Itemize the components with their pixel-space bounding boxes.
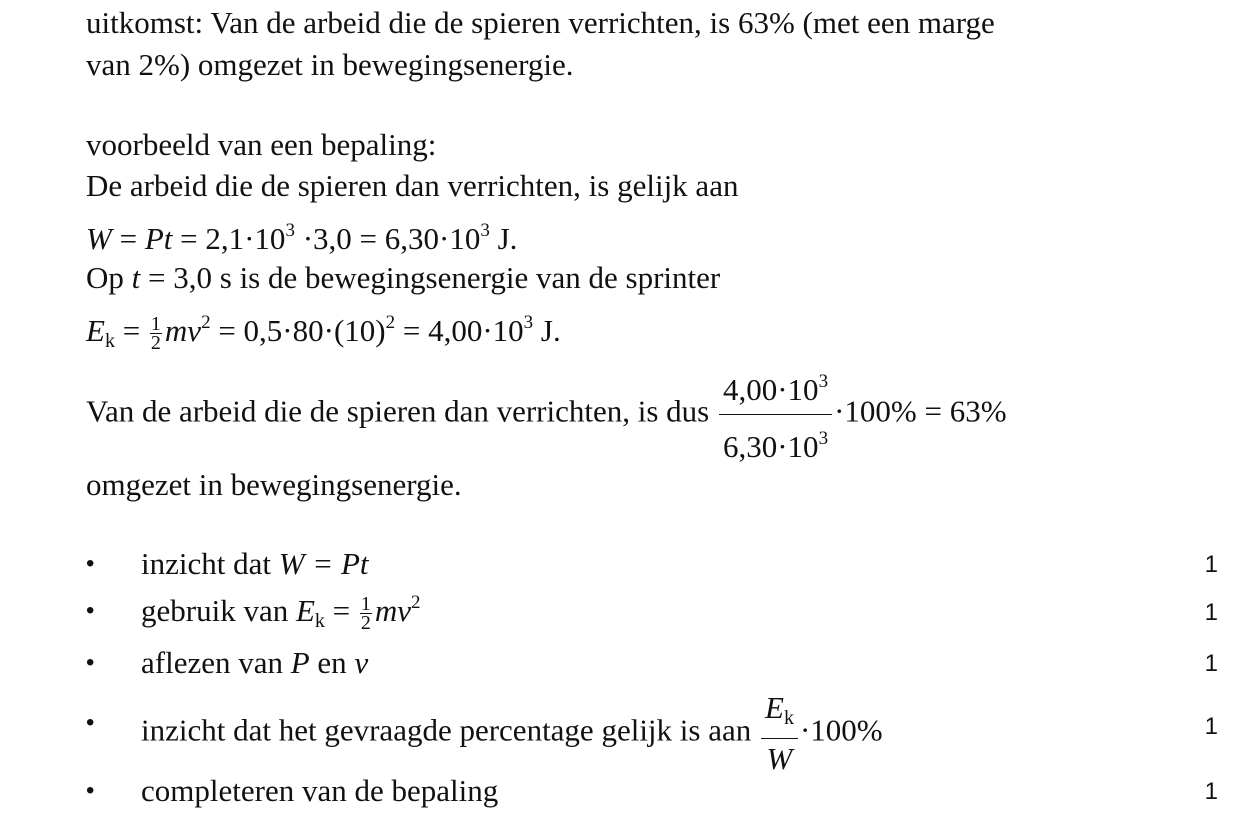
- half-fraction: $\frac{1}{2}$: [150, 313, 161, 355]
- ratio-fraction: $\frac{4,00\cdot 10^3}{6,30\cdot 10^3}$: [719, 364, 832, 465]
- criterion-score: 1: [1204, 599, 1218, 626]
- energy-intro: Op t = 3,0 s is de bewegingsenergie van de sprinter: [86, 260, 721, 295]
- result-line-1: uitkomst: Van de arbeid die de spieren verrichten, is 63% (met een marge: [86, 5, 995, 40]
- result-line-2: van 2%) omgezet in bewegingsenergie.: [86, 47, 574, 82]
- criterion-score: 1: [1204, 713, 1218, 740]
- criterion-score: 1: [1204, 650, 1218, 677]
- criterion-score: 1: [1204, 778, 1218, 805]
- bullet-icon: •: [86, 597, 95, 624]
- bullet-icon: •: [86, 709, 95, 736]
- bullet-icon: •: [86, 550, 95, 577]
- kinetic-energy-formula: $E_k$ = $\frac{1}{2}$ $mv^2 = 0,5\cdot 80\cdot(10)^2 = 4,00\cdot 10^3$ J.: [86, 312, 561, 355]
- work-symbol: W: [86, 221, 112, 256]
- bullet-icon: •: [86, 777, 95, 804]
- work-formula: $W = Pt = 2,1\cdot 10^3 \cdot 3,0 = 6,30\cdot 10^3$ J.: [86, 220, 518, 256]
- criterion-score: 1: [1204, 551, 1218, 578]
- bullet-icon: •: [86, 649, 95, 676]
- ratio-line: Van de arbeid die de spieren dan verrichten, is dus $\frac{4,00\cdot 10^3}{6,30\cdot 10^3}$ ·100% = 63%: [86, 364, 1007, 465]
- example-heading: voorbeeld van een bepaling:: [86, 127, 437, 162]
- work-intro: De arbeid die de spieren dan verrichten, is gelijk aan: [86, 168, 739, 203]
- conclusion: omgezet in bewegingsenergie.: [86, 467, 462, 502]
